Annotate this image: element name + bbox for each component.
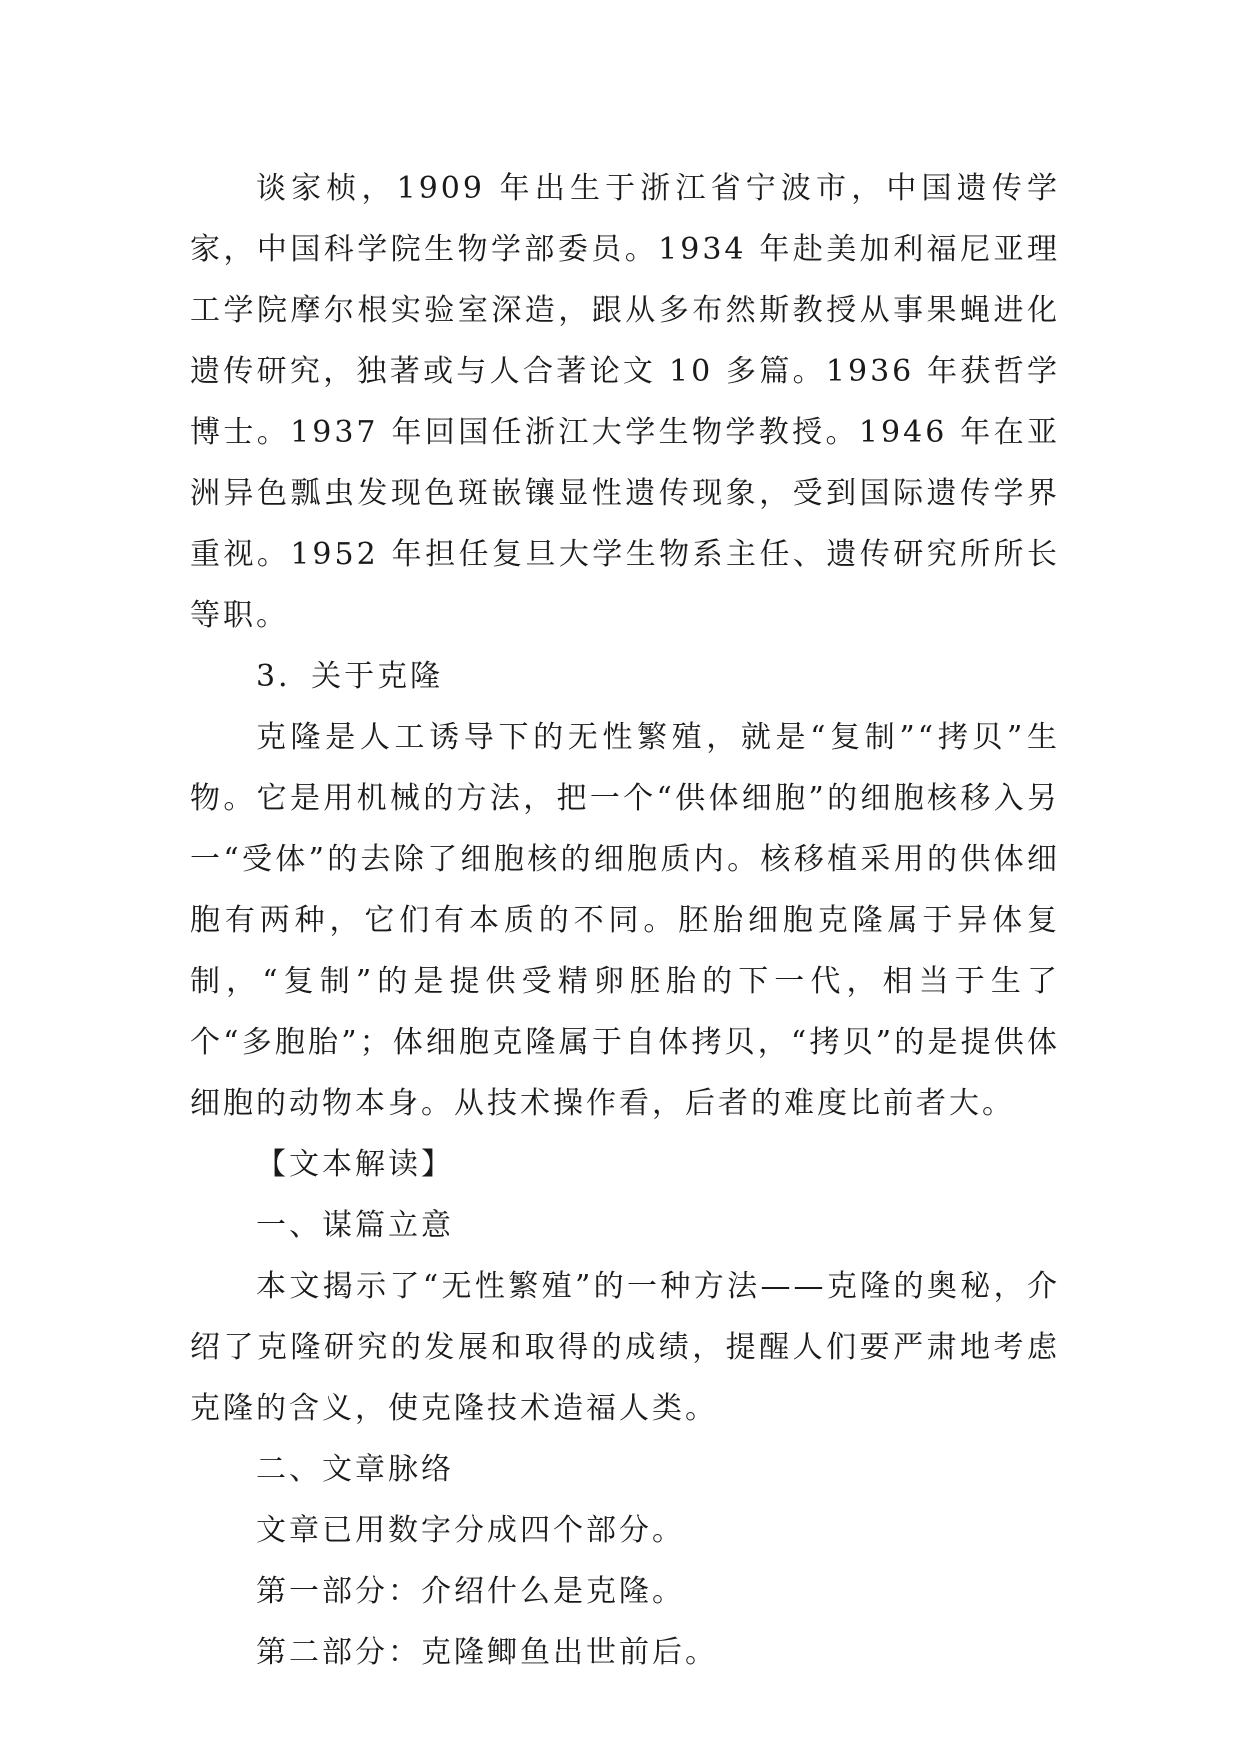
paragraph-tan-jiazhen-bio: 谈家桢，1909 年出生于浙江省宁波市，中国遗传学家，中国科学院生物学部委员。1934 年赴美加利福尼亚理工学院摩尔根实验室深造，跟从多布然斯教授从事果蝇进化遗传研究，独著或与人合著论文 10 多篇。1936 年获哲学博士。1937 年回国任浙江大学生物学教授。1946 年在亚洲异色瓢虫发现色斑嵌镶显性遗传现象，受到国际遗传学界重视。1952 年担任复旦大学生物系主任、遗传研究所所长等职。 [190, 171, 1060, 633]
section-heading-theme: 一、谋篇立意 [256, 1208, 454, 1243]
paragraph-structure-overview: 文章已用数字分成四个部分。 [256, 1513, 685, 1548]
section-heading-text-interpretation: 【文本解读】 [256, 1147, 454, 1182]
document-body [190, 158, 1060, 1683]
paragraph-part-two: 第二部分：克隆鲫鱼出世前后。 [256, 1635, 718, 1670]
paragraph-part-one: 第一部分：介绍什么是克隆。 [256, 1574, 685, 1609]
section-heading-structure: 二、文章脉络 [256, 1452, 454, 1487]
paragraph-theme-summary: 本文揭示了“无性繁殖”的一种方法——克隆的奥秘，介绍了克隆研究的发展和取得的成绩，提醒人们要严肃地考虑克隆的含义，使克隆技术造福人类。 [190, 1269, 1060, 1426]
paragraph-cloning-definition: 克隆是人工诱导下的无性繁殖，就是“复制”“拷贝”生物。它是用机械的方法，把一个“供体细胞”的细胞核移入另一“受体”的去除了细胞核的细胞质内。核移植采用的供体细胞有两种，它们有本质的不同。胚胎细胞克隆属于异体复制，“复制”的是提供受精卵胚胎的下一代，相当于生了个“多胞胎”；体细胞克隆属于自体拷贝，“拷贝”的是提供体细胞的动物本身。从技术操作看，后者的难度比前者大。 [190, 720, 1060, 1121]
section-heading-about-cloning: 3．关于克隆 [256, 659, 444, 694]
